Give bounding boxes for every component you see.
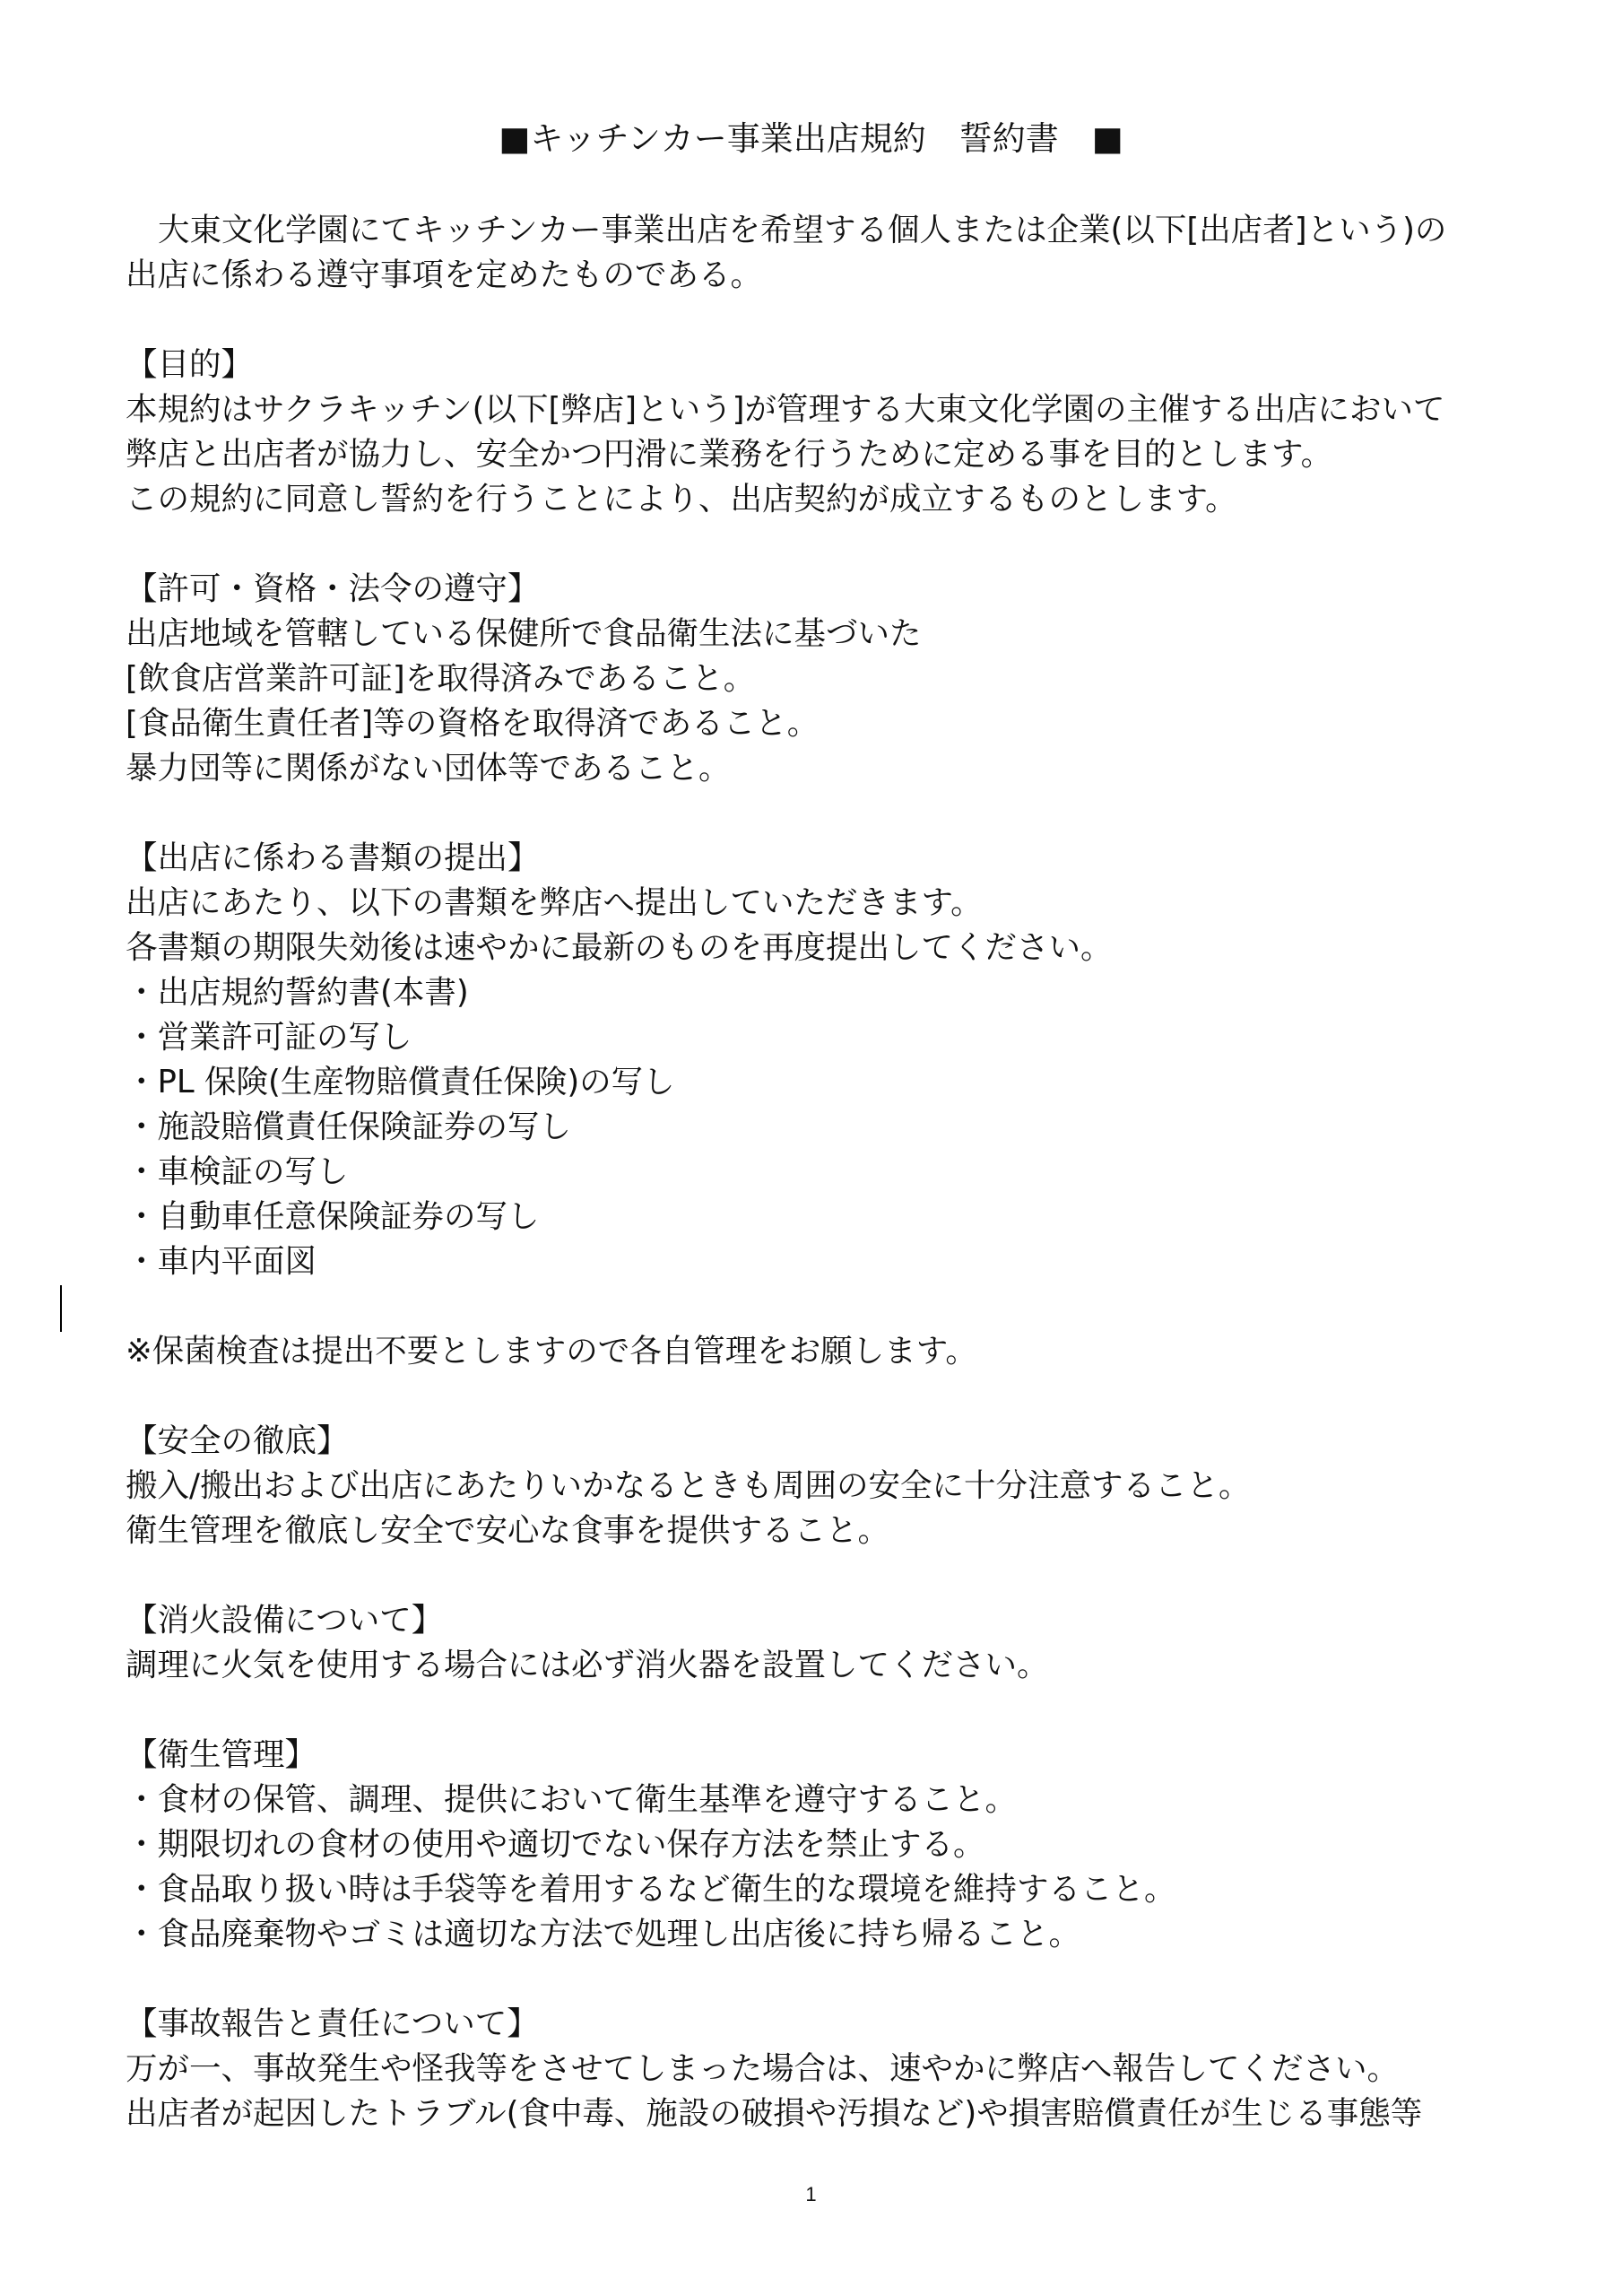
compliance-line: [食品衛生責任者]等の資格を取得済であること。	[126, 705, 820, 742]
paragraph-spacer	[126, 1374, 1542, 1419]
page-number: 1	[805, 2183, 817, 2205]
hygiene-list-item: ・食品廃棄物やゴミは適切な方法で処理し出店後に持ち帰ること。	[126, 1916, 1081, 1952]
safety-line: 衛生管理を徹底し安全で安心な食事を提供すること。	[126, 1512, 890, 1549]
document-list-item: ・車内平面図	[126, 1243, 317, 1280]
intro-line: 大東文化学園にてキッチンカー事業出店を希望する個人または企業(以下[出店者]という)の	[158, 212, 1447, 248]
section-heading-fire: 【消火設備について】	[126, 1602, 444, 1639]
document-list-item: ・施設賠償責任保険証券の写し	[126, 1109, 572, 1145]
text-cursor[interactable]	[60, 1285, 62, 1332]
paragraph-spacer	[126, 522, 1542, 567]
section-heading-documents: 【出店に係わる書類の提出】	[126, 839, 540, 876]
fire-line: 調理に火気を使用する場合には必ず消火器を設置してください。	[126, 1647, 1049, 1683]
purpose-line: 弊店と出店者が協力し、安全かつ円滑に業務を行うために定める事を目的とします。	[126, 436, 1333, 473]
hygiene-list-item: ・食品取り扱い時は手袋等を着用するなど衛生的な環境を維持すること。	[126, 1871, 1176, 1908]
purpose-line: 本規約はサクラキッチン(以下[弊店]という]が管理する大東文化学園の主催する出店において	[126, 391, 1445, 428]
section-heading-compliance: 【許可・資格・法令の遵守】	[126, 570, 540, 607]
document-list-item: ・自動車任意保険証券の写し	[126, 1198, 540, 1235]
document-list-item: ・PL 保険(生産物賠償責任保険)の写し	[126, 1064, 675, 1100]
hygiene-list-item: ・期限切れの食材の使用や適切でない保存方法を禁止する。	[126, 1826, 985, 1863]
purpose-line: この規約に同意し誓約を行うことにより、出店契約が成立するものとします。	[126, 481, 1237, 517]
paragraph-spacer	[126, 1688, 1542, 1733]
compliance-line: [飲食店営業許可証]を取得済みであること。	[126, 660, 756, 697]
paragraph-spacer	[126, 1957, 1542, 2002]
documents-line: 出店にあたり、以下の書類を弊店へ提出していただきます。	[126, 884, 983, 921]
accident-line: 出店者が起因したトラブル(食中毒、施設の破損や汚損など)や損害賠償責任が生じる事態等	[126, 2095, 1423, 2132]
paragraph-spacer	[126, 298, 1542, 343]
section-heading-hygiene: 【衛生管理】	[126, 1736, 317, 1773]
documents-line: 各書類の期限失効後は速やかに最新のものを再度提出してください。	[126, 929, 1113, 966]
safety-line: 搬入/搬出および出店にあたりいかなるときも周囲の安全に十分注意すること。	[126, 1467, 1251, 1504]
document-title: ■キッチンカー事業出店規約 誓約書 ■	[499, 119, 1123, 158]
compliance-line: 暴力団等に関係がない団体等であること。	[126, 750, 731, 787]
intro-line: 出店に係わる遵守事項を定めたものである。	[126, 257, 763, 293]
section-heading-purpose: 【目的】	[126, 346, 254, 383]
document-list-item: ・車検証の写し	[126, 1153, 349, 1190]
document-list-item: ・営業許可証の写し	[126, 1019, 412, 1056]
paragraph-spacer	[126, 1284, 1542, 1329]
section-heading-accident: 【事故報告と責任について】	[126, 2005, 539, 2042]
accident-line: 万が一、事故発生や怪我等をさせてしまった場合は、速やかに弊店へ報告してください。	[126, 2050, 1400, 2087]
documents-note: ※保菌検査は提出不要としますので各自管理をお願します。	[126, 1333, 977, 1370]
document-list-item: ・出店規約誓約書(本書)	[126, 974, 469, 1011]
hygiene-list-item: ・食材の保管、調理、提供において衛生基準を遵守すること。	[126, 1781, 1018, 1818]
paragraph-spacer	[126, 791, 1542, 836]
compliance-line: 出店地域を管轄している保健所で食品衛生法に基づいた	[126, 615, 922, 652]
document-body	[126, 208, 1542, 2136]
section-heading-safety: 【安全の徹底】	[126, 1422, 349, 1459]
paragraph-spacer	[126, 1553, 1542, 1598]
